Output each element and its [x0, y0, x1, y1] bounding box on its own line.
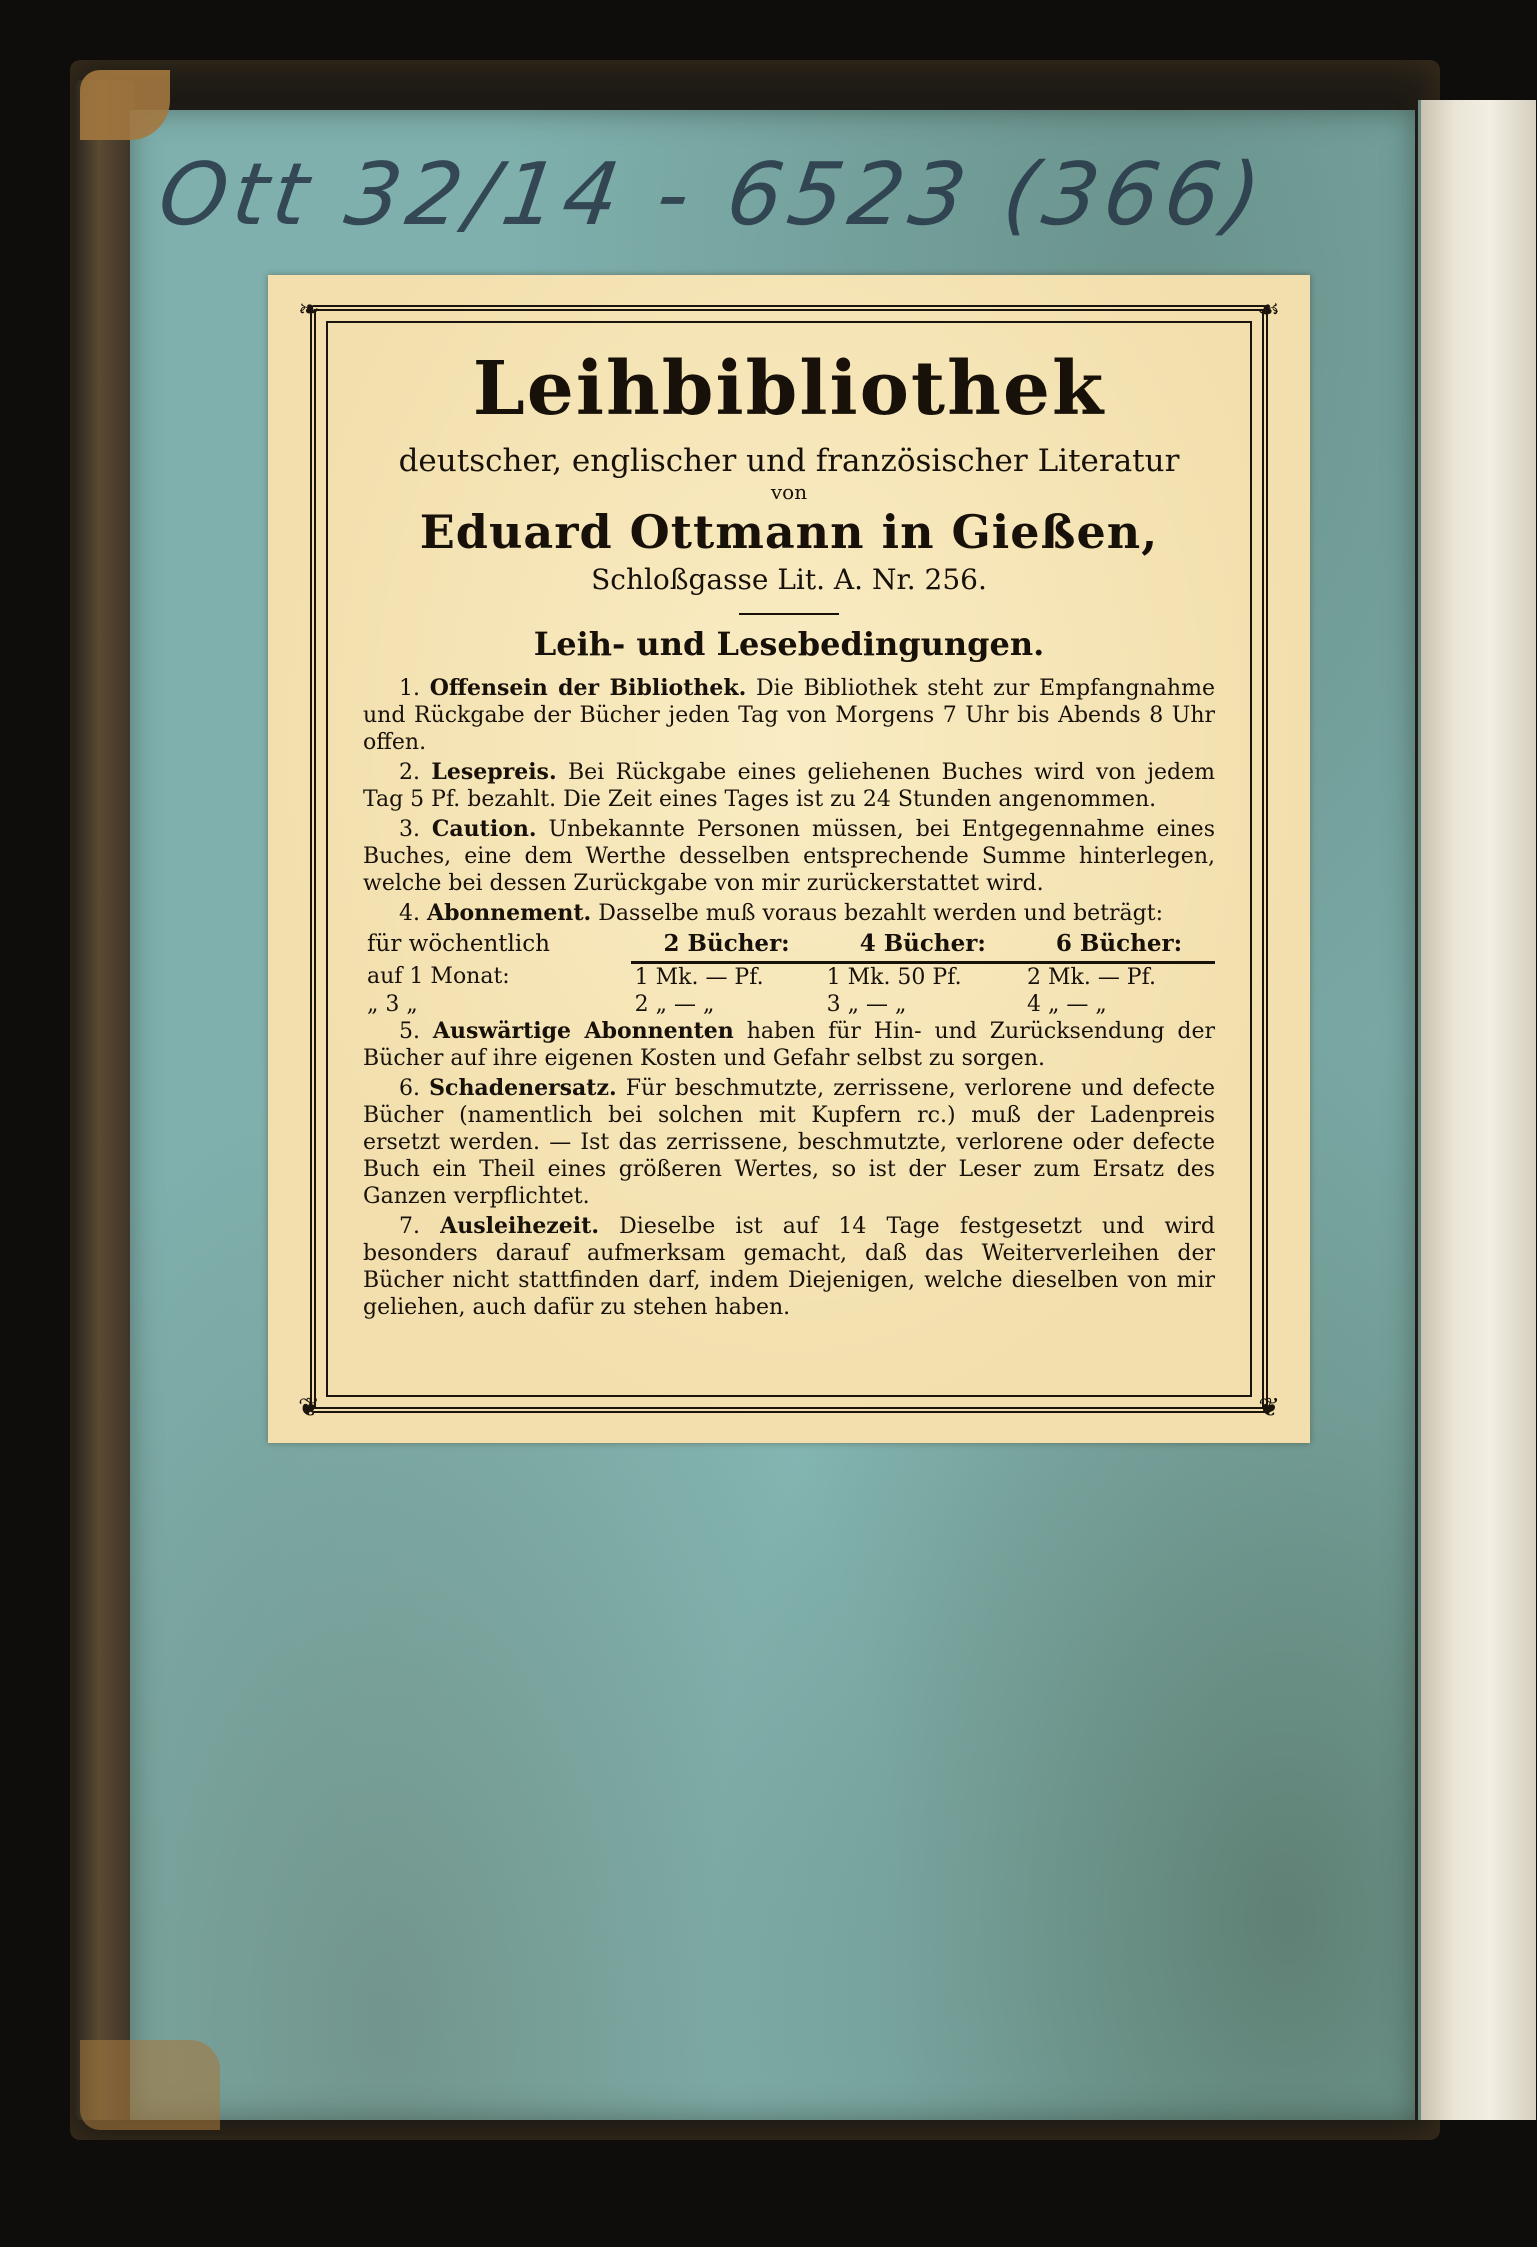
label-subtitle: deutscher, englischer und französischer Literatur [398, 443, 1180, 479]
rule-number: 6. [399, 1076, 420, 1101]
rule-text: Dasselbe muß voraus bezahlt werden und beträgt: [598, 901, 1163, 926]
label-owner: Eduard Ottmann in Gießen, [419, 505, 1159, 559]
page-block-edge [1418, 100, 1536, 2120]
corner-ornament-bottom-right: ❦ [1258, 1393, 1280, 1423]
fee-cell: 4 „ — „ [1026, 992, 1107, 1017]
rule-number: 5. [399, 1019, 420, 1044]
rule-number: 2. [399, 760, 420, 785]
corner-ornament-bottom-left: ❦ [298, 1393, 320, 1423]
rule-text: haben für Hin- und Zurücksendung der Bücher auf ihre eigenen Kosten und Gefahr selbst zu sorgen. [363, 1019, 1216, 1071]
rule-heading: Ausleihezeit. [440, 1213, 599, 1239]
rule-text: Bei Rückgabe eines geliehenen Buches wird von jedem Tag 5 Pf. bezahlt. Die Zeit eines Tages ist zu 24 Stunden angenommen. [363, 760, 1215, 812]
rule-2 [363, 759, 1215, 813]
fee-column-header: 4 Bücher: [823, 930, 1023, 963]
rule-3 [363, 816, 1215, 897]
fee-column-header: 6 Bücher: [1023, 930, 1215, 963]
worn-spine-edge [75, 80, 135, 2120]
rule-number: 3. [399, 817, 420, 842]
corner-wear-top-left [80, 70, 170, 140]
fee-cell: 2 Mk. — Pf. [1026, 965, 1156, 990]
corner-ornament-top-right: ☙ [1256, 295, 1280, 325]
rule-1 [363, 675, 1215, 756]
fee-row-label: auf 1 Monat: [367, 963, 510, 989]
fee-cell: 2 „ — „ [634, 992, 715, 1017]
rule-heading: Lesepreis. [431, 759, 557, 785]
corner-ornament-top-left: ❧ [298, 295, 320, 325]
rule-heading: Auswärtige Abonnenten [432, 1018, 734, 1044]
handwritten-shelfmark: Ott 32/14 - 6523 (366) [152, 145, 1273, 245]
fee-cell: 3 „ — „ [826, 992, 907, 1017]
label-address: Schloßgasse Lit. A. Nr. 256. [591, 563, 987, 596]
conditions-heading: Leih- und Lesebedingungen. [533, 625, 1045, 663]
fee-cell: 1 Mk. 50 Pf. [826, 965, 962, 990]
fee-table [363, 930, 1215, 1018]
rule-text: Dieselbe ist auf 14 Tage festgesetzt und wird besonders darauf aufmerksam gemacht, daß das Weiterverleihen der Bücher nicht stattfinden darf, indem Diejenigen, welche dieselben von mir geliehen, auch dafür zu stehen haben. [363, 1214, 1215, 1320]
rule-text: Für beschmutzte, zerrissene, verlorene und defecte Bücher (namentlich bei solchen mit Kupfern rc.) muß der Ladenpreis ersetzt werden. — Ist das zerrissene, beschmutzte, verlorene oder defecte Buch ein Theil eines größeren Wertes, so ist der Leser zum Ersatz des Ganzen verpflichtet. [363, 1076, 1215, 1209]
fee-row [363, 991, 1215, 1018]
label-content [363, 335, 1215, 1324]
fee-row [363, 963, 1215, 992]
label-von: von [770, 480, 808, 504]
divider [739, 613, 839, 615]
rule-4 [363, 900, 1215, 927]
rule-number: 7. [399, 1214, 420, 1239]
rule-7 [363, 1213, 1215, 1321]
rule-text: Die Bibliothek steht zur Empfangnahme und Rückgabe der Bücher jeden Tag von Morgens 7 Uhr bis Abends 8 Uhr offen. [363, 676, 1215, 755]
label-title: Leihbibliothek [472, 346, 1106, 432]
rule-6 [363, 1075, 1215, 1210]
rule-heading: Caution. [431, 816, 537, 842]
fee-row-label-header: für wöchentlich [367, 930, 550, 957]
rule-heading: Schadenersatz. [429, 1075, 617, 1101]
rule-heading: Offensein der Bibliothek. [429, 675, 747, 701]
rule-number: 1. [399, 676, 420, 701]
corner-wear-bottom-left [80, 2040, 220, 2130]
rule-5 [363, 1018, 1215, 1072]
rule-text: Unbekannte Personen müssen, bei Entgegennahme eines Buches, eine dem Werthe desselben entsprechende Summe hinterlegen, welche bei dessen Zurückgabe von mir zurückerstattet wird. [363, 817, 1215, 896]
fee-cell: 1 Mk. — Pf. [634, 965, 764, 990]
rule-number: 4. [399, 901, 420, 926]
fee-table-header [363, 930, 1215, 963]
rule-heading: Abonnement. [427, 900, 592, 926]
fee-column-header: 2 Bücher: [631, 930, 823, 963]
fee-row-label: „ 3 „ [367, 992, 418, 1017]
library-label [268, 275, 1310, 1443]
